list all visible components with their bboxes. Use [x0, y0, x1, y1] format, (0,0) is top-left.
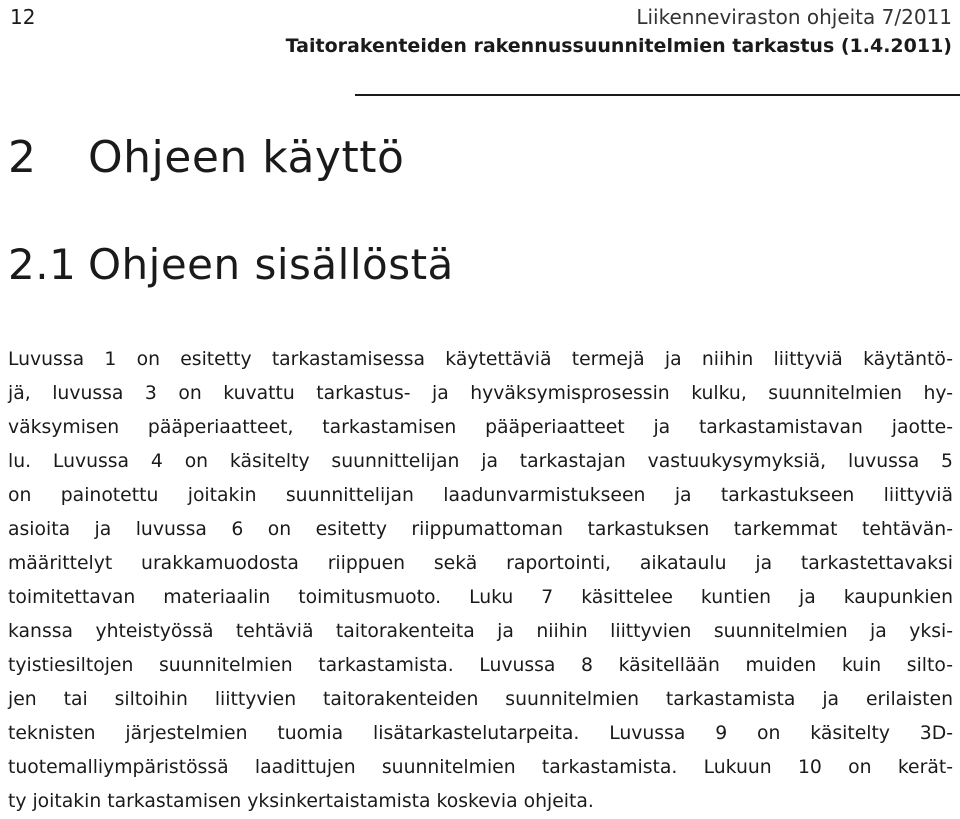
paragraph-line: lu. Luvussa 4 on käsitelty suunnittelijan ja tarkastajan vastuukysymyksiä, luvussa 5 — [8, 451, 953, 472]
paragraph-line: määrittelyt urakkamuodosta riippuen sekä raportointi, aikataulu ja tarkastettavaksi — [8, 553, 953, 574]
document-title: Taitorakenteiden rakennussuunnitelmien tarkastus (1.4.2011) — [285, 35, 952, 57]
paragraph-line: jä, luvussa 3 on kuvattu tarkastus- ja hyväksymisprosessin kulku, suunnitelmien hy- — [8, 383, 953, 404]
chapter-heading — [8, 126, 404, 190]
paragraph-line: väksymisen pääperiaatteet, tarkastamisen pääperiaatteet ja tarkastamistavan jaotte- — [8, 417, 953, 438]
header-rule — [355, 94, 960, 96]
section-title: Ohjeen sisällöstä — [88, 240, 454, 289]
paragraph-line: asioita ja luvussa 6 on esitetty riippumattoman tarkastuksen tarkemmat tehtävän- — [8, 519, 953, 540]
paragraph-line: jen tai siltoihin liittyvien taitorakenteiden suunnitelmien tarkastamista ja erilaisten — [8, 689, 953, 710]
paragraph-line: teknisten järjestelmien tuomia lisätarkastelutarpeita. Luvussa 9 on käsitelty 3D- — [8, 723, 953, 744]
paragraph-line: tuotemalliympäristössä laadittujen suunnitelmien tarkastamista. Lukuun 10 on kerät- — [8, 757, 953, 778]
section-heading — [8, 234, 454, 296]
paragraph-line: ty joitakin tarkastamisen yksinkertaistamista koskevia ohjeita. — [8, 791, 594, 812]
page-number: 12 — [10, 5, 36, 29]
paragraph-line: on painotettu joitakin suunnittelijan laadunvarmistukseen ja tarkastukseen liittyviä — [8, 485, 953, 506]
section-number: 2.1 — [8, 240, 77, 289]
chapter-title: Ohjeen käyttö — [88, 132, 405, 183]
paragraph-line: tyistiesiltojen suunnitelmien tarkastamista. Luvussa 8 käsitellään muiden kuin silto- — [8, 655, 953, 676]
paragraph-line: kanssa yhteistyössä tehtäviä taitorakenteita ja niihin liittyvien suunnitelmien ja yksi- — [8, 621, 953, 642]
body-paragraph — [8, 343, 953, 819]
publication-series: Liikenneviraston ohjeita 7/2011 — [636, 5, 952, 29]
paragraph-line: toimitettavan materiaalin toimitusmuoto. Luku 7 käsittelee kuntien ja kaupunkien — [8, 587, 953, 608]
running-header — [286, 4, 952, 60]
chapter-number: 2 — [8, 132, 37, 183]
paragraph-line: Luvussa 1 on esitetty tarkastamisessa käytettäviä termejä ja niihin liittyviä käytäntö- — [8, 349, 953, 370]
